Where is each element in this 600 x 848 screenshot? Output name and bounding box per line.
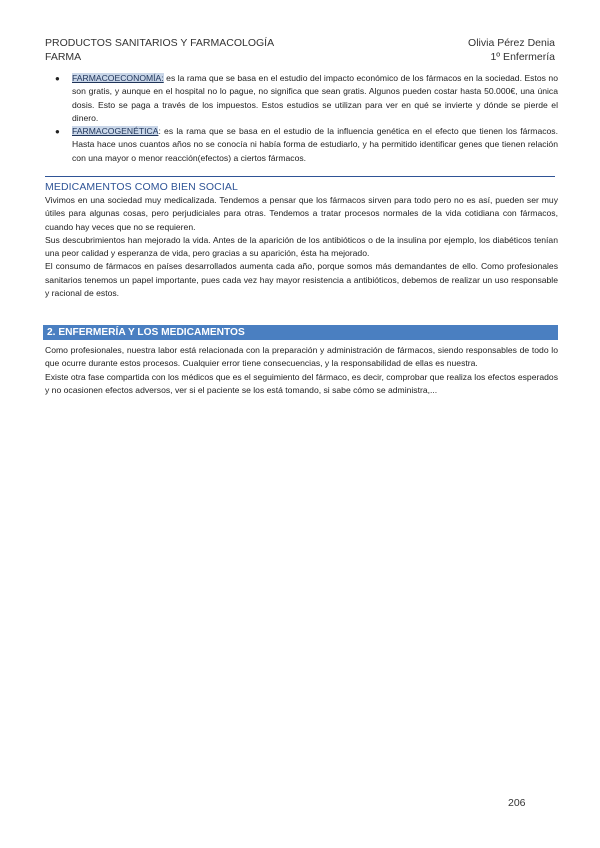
bullet-icon: ● <box>55 74 60 83</box>
list-item <box>52 72 558 125</box>
page-number: 206 <box>508 797 526 809</box>
chapter-heading-banner: 2. ENFERMERÍA Y LOS MEDICAMENTOS <box>43 325 558 340</box>
paragraph: Existe otra fase compartida con los médicos que es el seguimiento del fármaco, es decir, comprobar que realiza los efectos esperados y no ocasionen efectos adversos, ver si el paciente se los está tomando, si sabe cómo se administra,... <box>45 371 558 395</box>
bullet-icon: ● <box>55 127 60 137</box>
section-divider <box>45 176 555 177</box>
header-course-title: PRODUCTOS SANITARIOS Y FARMACOLOGÍA <box>45 37 275 49</box>
highlighted-term: FARMACOGENÉTICA <box>72 126 159 137</box>
paragraph: Sus descubrimientos han mejorado la vida. Antes de la aparición de los antibióticos o de la insulina por ejemplo, los diabéticos tenían una peor calidad y esperanza de vida, pero gracias a su aparición, ésta ha mejorado. <box>45 234 558 259</box>
chapter-body <box>45 344 558 397</box>
paragraph: El consumo de fármacos en países desarrollados aumenta cada año, porque somos más demandantes de ello. Como profesionales sanitarios tenemos un papel importante, pues cada vez hay mayor resistencia a antibióticos, debemos de realizar un uso responsable y racional de estos. <box>45 261 558 299</box>
paragraph: Vivimos en una sociedad muy medicalizada. Tendemos a pensar que los fármacos sirven para todo pero no es así, pueden ser muy útiles para algunas cosas, pero perjudiciales para otras. Tendemos a tratar procesos normales de la vida cotidiana con fármacos, cuando hay veces que no se requieren. <box>45 195 558 232</box>
page-header <box>45 36 555 64</box>
list-item <box>52 125 558 165</box>
section-heading: MEDICAMENTOS COMO BIEN SOCIAL <box>45 181 238 193</box>
definitions-list <box>52 72 558 165</box>
list-item-text: es la rama que se basa en el estudio del impacto económico de los fármacos en la sociedad. Estos no son gratis, y aunque en el hospital no lo pague, no significa que sean gratis. Algunos pueden costar hasta 50.000€, una única dosis. Esto se paga a través de los impuestos. Estos estudios se utilizan para ver en qué se invierte y dónde se pierde el dinero. <box>72 73 558 123</box>
header-author: Olivia Pérez Denia <box>468 37 555 49</box>
paragraph: Como profesionales, nuestra labor está relacionada con la preparación y administración de fármacos, siendo responsables de todo lo que ocurre durante estos procesos. Cualquier error tiene consecuencias, y la responsabilidad de ellas es nuestra. <box>45 345 558 369</box>
list-item-text: : es la rama que se basa en el estudio de la influencia genética en el efecto que tienen los fármacos. Hasta hace unos cuantos años no se conocía ni había forma de estudiarlo, y ha permitido identificar genes que tienen relación con una mayor o menor reacción(efectos) a ciertos fármacos. <box>72 126 558 163</box>
highlighted-term: FARMACOECONOMÍA: <box>72 73 164 83</box>
header-course-year: 1º Enfermería <box>490 51 555 63</box>
section-body <box>45 194 558 300</box>
header-subject: FARMA <box>45 51 82 63</box>
